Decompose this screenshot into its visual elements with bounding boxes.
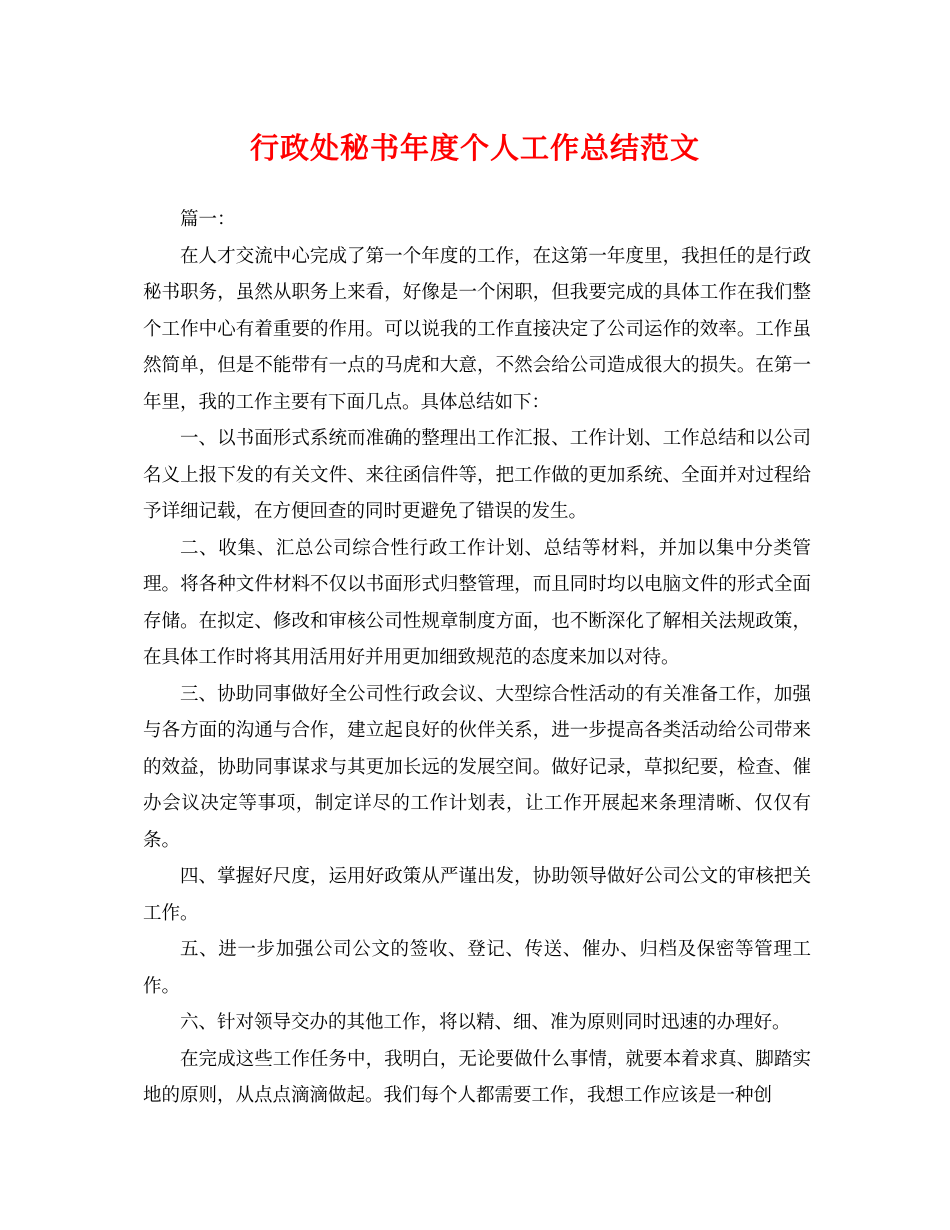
- paragraph-item-5: 五、进一步加强公司公文的签收、登记、传送、催办、归档及保密等管理工作。: [143, 939, 811, 997]
- paragraph-conclusion: 在完成这些工作任务中，我明白，无论要做什么事情，就要本着求真、脚踏实地的原则，从点点滴滴做起。我们每个人都需要工作，我想工作应该是一种创: [143, 1048, 811, 1106]
- paragraph-item-6: 六、针对领导交办的其他工作，将以精、细、准为原则同时迅速的办理好。: [180, 1012, 791, 1033]
- paragraph-intro: 在人才交流中心完成了第一个年度的工作，在这第一年度里，我担任的是行政秘书职务，虽然从职务上来看，好像是一个闲职，但我要完成的具体工作在我们整个工作中心有着重要的作用。可以说我的工作直接决定了公司运作的效率。工作虽然简单，但是不能带有一点的马虎和大意，不然会给公司造成很大的损失。在第一年里，我的工作主要有下面几点。具体总结如下：: [143, 245, 811, 413]
- paragraph-item-3: 三、协助同事做好全公司性行政会议、大型综合性活动的有关准备工作，加强与各方面的沟通与合作，建立起良好的伙伴关系，进一步提高各类活动给公司带来的效益，协助同事谋求与其更加长远的发展空间。做好记录，草拟纪要，检查、催办会议决定等事项，制定详尽的工作计划表，让工作开展起来条理清晰、仅仅有条。: [143, 683, 811, 851]
- document-body: [143, 202, 811, 1115]
- paragraph-item-4: 四、掌握好尺度，运用好政策从严谨出发，协助领导做好公司公文的审核把关工作。: [143, 866, 811, 924]
- paragraph-item-1: 一、以书面形式系统而准确的整理出工作汇报、工作计划、工作总结和以公司名义上报下发的有关文件、来往函信件等，把工作做的更加系统、全面并对过程给予详细记载，在方便回查的同时更避免了错误的发生。: [143, 428, 811, 522]
- document-title: 行政处秘书年度个人工作总结范文: [249, 131, 700, 165]
- paragraph-item-2: 二、收集、汇总公司综合性行政工作计划、总结等材料，并加以集中分类管理。将各种文件材料不仅以书面形式归整管理，而且同时均以电脑文件的形式全面存储。在拟定、修改和审核公司性规章制度方面，也不断深化了解相关法规政策，在具体工作时将其用活用好并用更加细致规范的态度来加以对待。: [143, 537, 811, 668]
- paragraph-section-label: 篇一：: [180, 209, 236, 230]
